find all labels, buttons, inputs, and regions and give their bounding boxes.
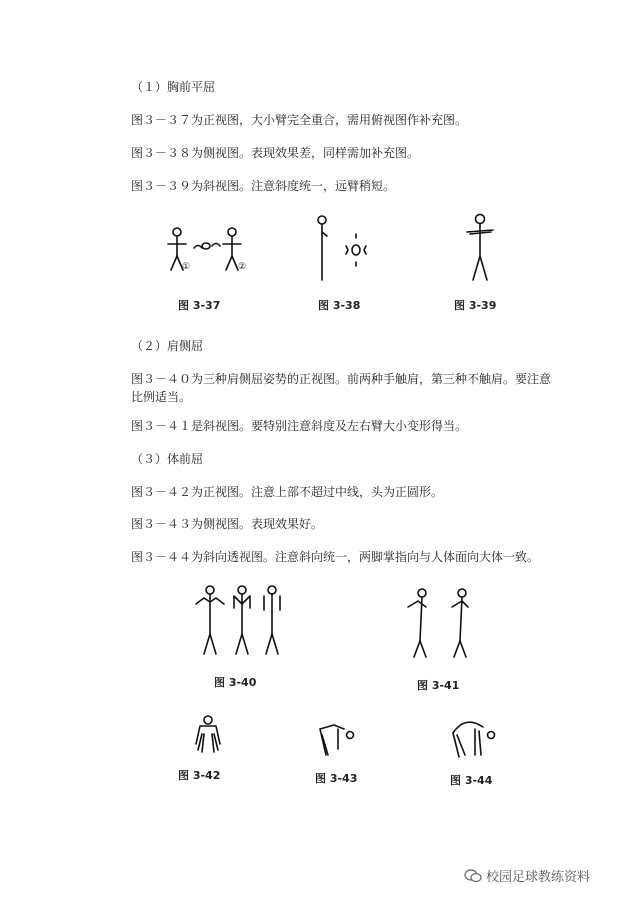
figure-caption: 图 3-42 <box>178 769 221 782</box>
figure-caption: 图 3-41 <box>417 679 460 692</box>
stick-figure-oblique-view <box>462 210 502 285</box>
paragraph: 图３－３７为正视图，大小臂完全重合，需用俯视图作补充图。 <box>131 113 468 127</box>
stick-figure-forward-bend-front <box>188 712 228 757</box>
section-1-heading: （１）胸前平屈 <box>131 80 216 94</box>
figure-3-37 <box>160 218 270 282</box>
section-2-heading: （２）肩侧屈 <box>131 339 204 353</box>
figure-caption: 图 3-37 <box>178 299 221 312</box>
figure-3-39 <box>462 210 502 289</box>
stick-figures-shoulder-bend-oblique <box>404 585 484 665</box>
stick-figure-side-view <box>312 212 382 282</box>
figure-3-38 <box>312 212 382 286</box>
section-3-heading: （３）体前屈 <box>131 452 204 466</box>
figure-caption: 图 3-44 <box>450 774 493 787</box>
paragraph: 图３－４１是斜视图。要特别注意斜度及左右臂大小变形得当。 <box>131 419 468 433</box>
paragraph: 图３－４３为侧视图。表现效果好。 <box>131 517 324 531</box>
figure-label: ① <box>182 262 191 272</box>
stick-figure-forward-bend-side <box>314 715 364 760</box>
paragraph: 图３－４４为斜向透视图。注意斜向统一，两脚掌指向与人体面向大体一致。 <box>131 550 540 564</box>
figure-3-44 <box>447 713 507 767</box>
paragraph: 图３－３８为侧视图。表现效果差，同样需加补充图。 <box>131 146 420 160</box>
figure-caption: 图 3-39 <box>454 299 497 312</box>
paragraph: 图３－４２为正视图。注意上部不超过中线，头为正圆形。 <box>131 485 444 499</box>
stick-figures-shoulder-bend-front <box>190 582 290 662</box>
figure-caption: 图 3-43 <box>315 772 358 785</box>
stick-figure-forward-bend-oblique <box>447 713 507 763</box>
figure-caption: 图 3-38 <box>318 299 361 312</box>
watermark-text: 校园足球教练资料 <box>486 870 591 885</box>
watermark <box>464 866 590 887</box>
stick-figure-front-view <box>160 218 270 278</box>
wechat-icon <box>464 869 482 887</box>
paragraph: 图３－４０为三种肩侧屈姿势的正视图。前两种手触肩，第三种不触肩。要注意比例适当。 <box>131 372 552 404</box>
figure-3-43 <box>314 715 364 764</box>
figure-label: ② <box>238 262 247 272</box>
figure-3-42 <box>188 712 228 761</box>
figure-caption: 图 3-40 <box>214 676 257 689</box>
figure-3-41 <box>404 585 484 669</box>
paragraph: 图３－３９为斜视图。注意斜度统一，远臂稍短。 <box>131 179 396 193</box>
figure-3-40 <box>190 582 290 666</box>
